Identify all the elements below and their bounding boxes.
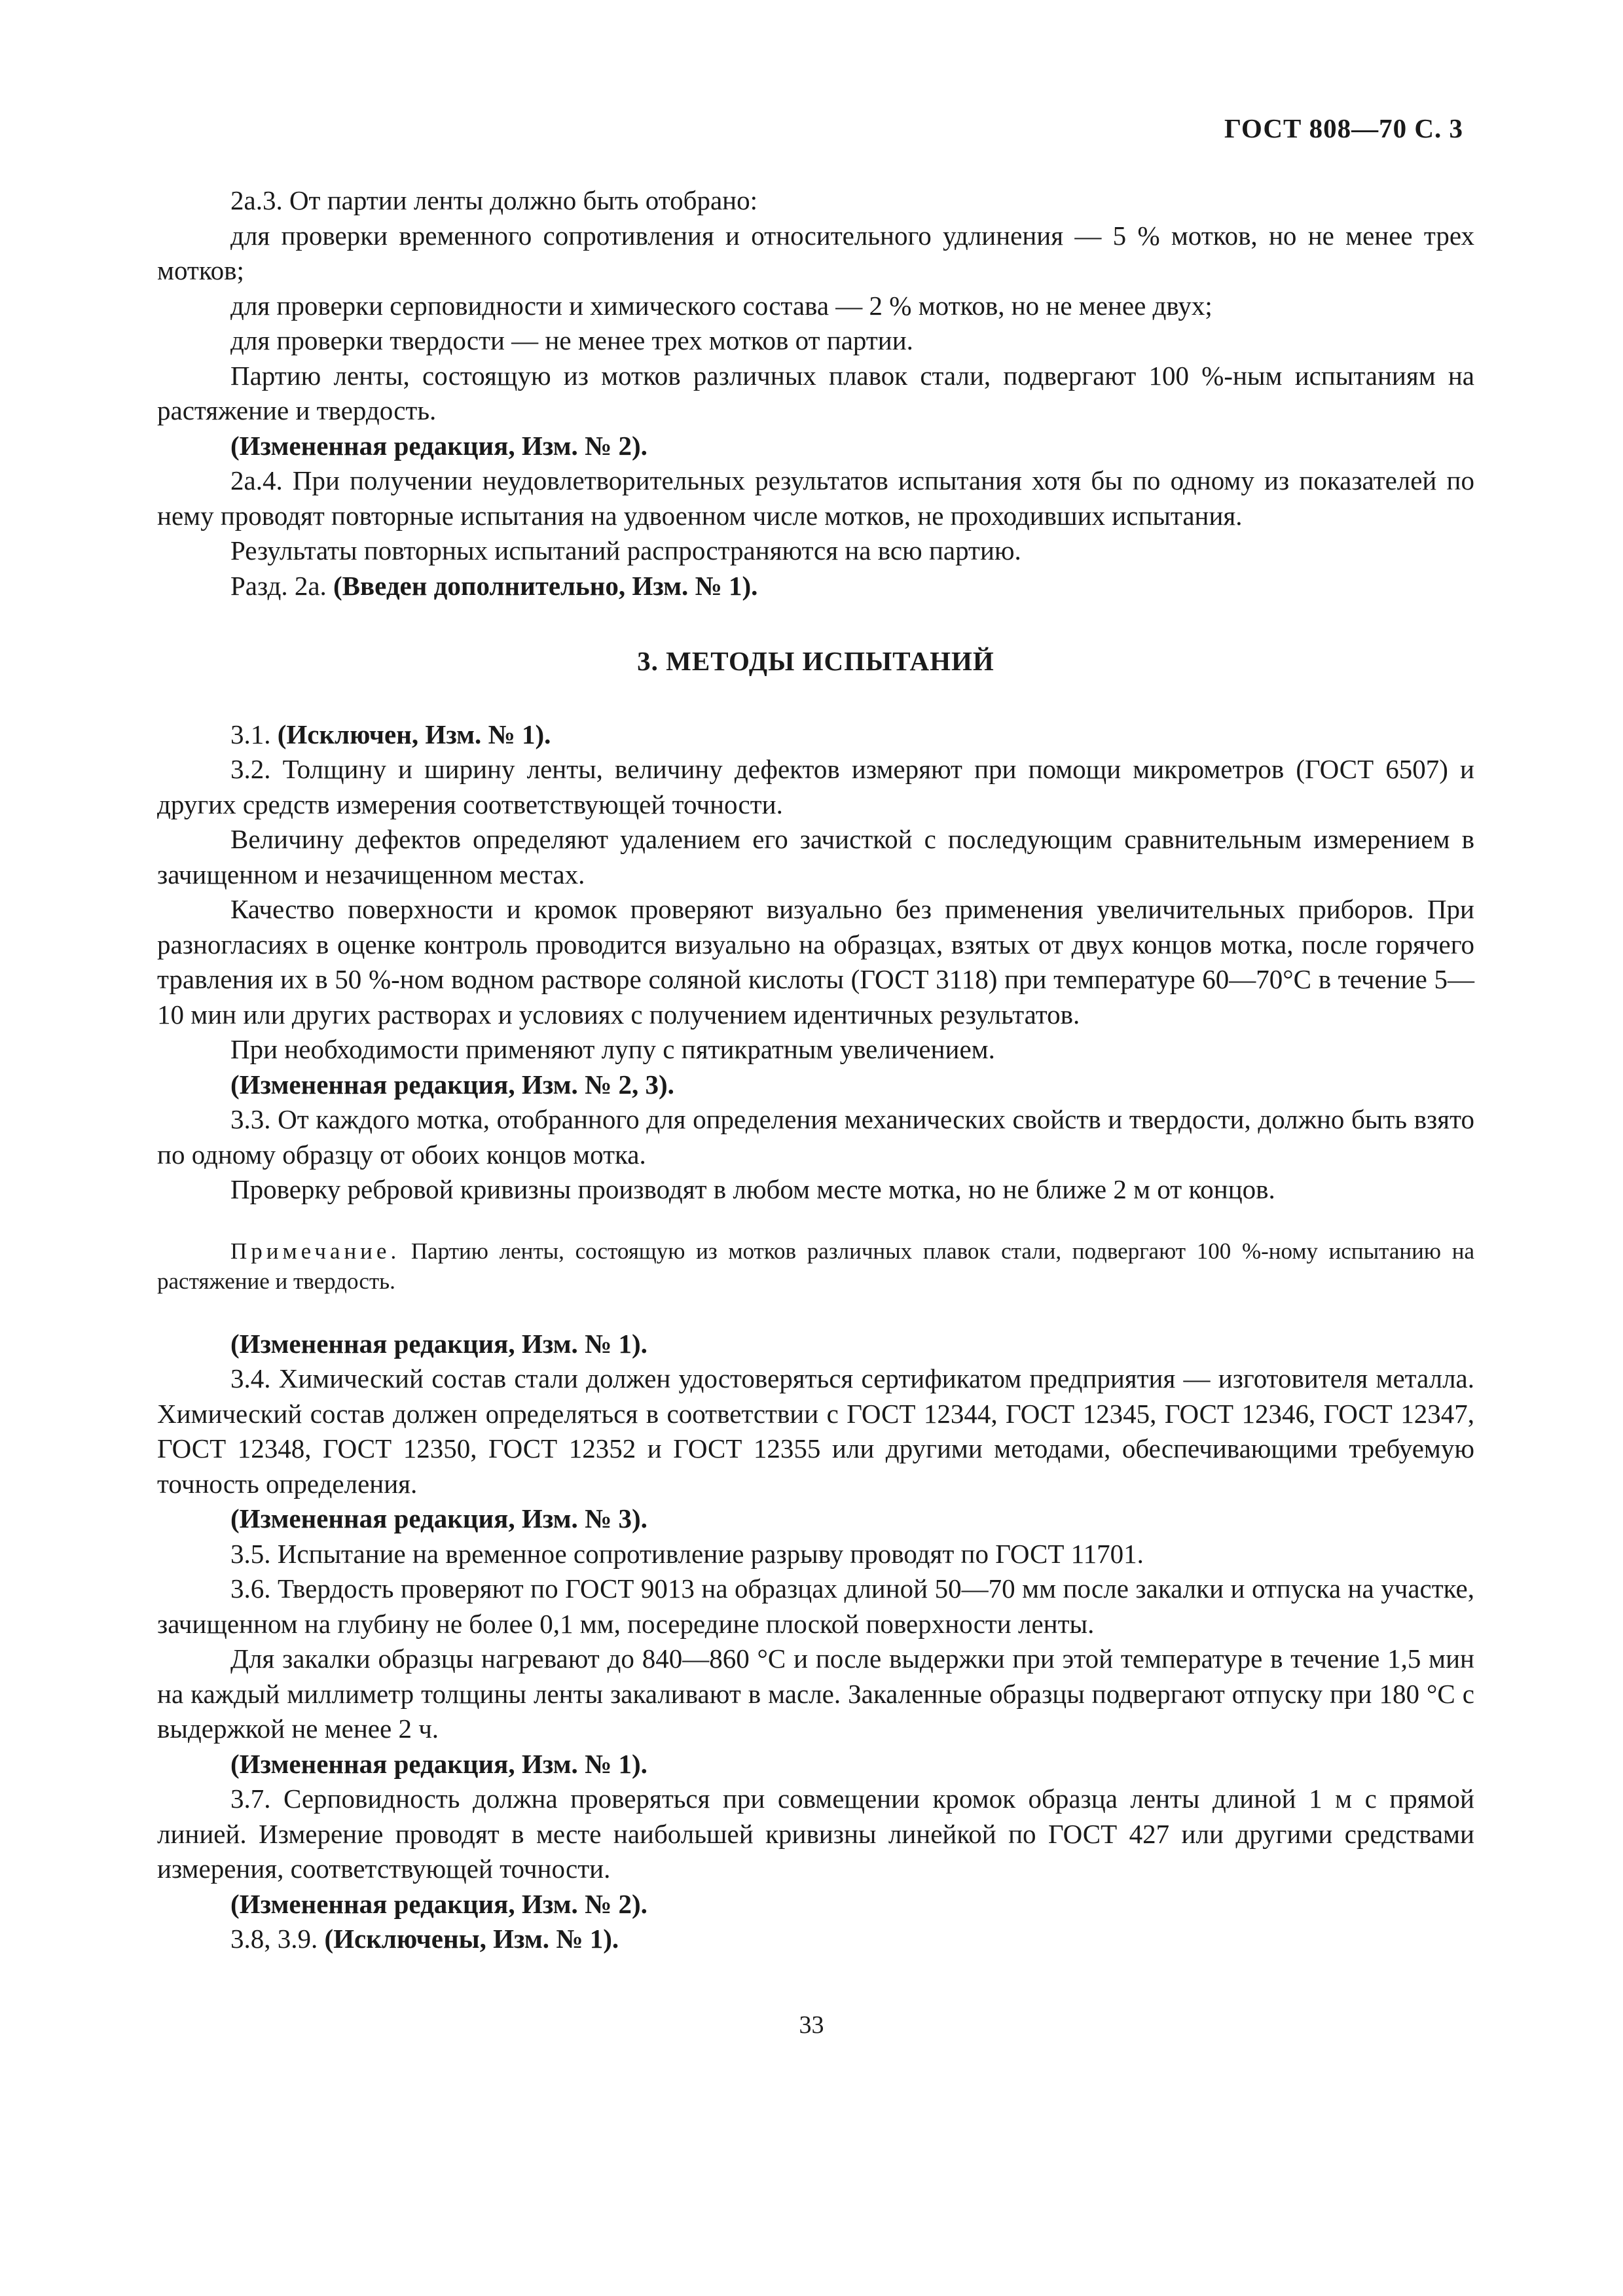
paragraph	[157, 717, 1474, 753]
paragraph	[157, 1102, 1474, 1172]
paragraph-text: При необходимости применяют лупу с пятикратным увеличением.	[230, 1034, 995, 1064]
amendment-note: (Измененная редакция, Изм. № 1).	[230, 1328, 647, 1359]
paragraph-text: для проверки временного сопротивления и относительного удлинения — 5 % мотков, но не менее трех мотков;	[157, 220, 1474, 285]
amendment-note: (Исключены, Изм. № 1).	[324, 1924, 619, 1954]
paragraph	[157, 463, 1474, 533]
paragraph	[157, 323, 1474, 359]
paragraph-text: 3.6. Твердость проверяют по ГОСТ 9013 на образцах длиной 50—70 мм после закалки и отпуска на участке, зачищенном на глубину не более 0,1 мм, посередине плоской поверхности ленты.	[157, 1573, 1474, 1639]
paragraph	[157, 1172, 1474, 1208]
paragraph-prefix: 3.1.	[230, 719, 278, 749]
document-body	[157, 183, 1474, 1957]
paragraph-text: Результаты повторных испытаний распространяются на всю партию.	[230, 535, 1021, 565]
paragraph-text: Качество поверхности и кромок проверяют визуально без применения увеличительных приборов. При разногласиях в оценке контроль проводится визуально на образцах, взятых от двух концов мотка, после горячего травления их в 50 %-ном водном растворе соляной кислоты (ГОСТ 3118) при температуре 60—70°С в течение 5—10 мин или других растворах и условиях с получением идентичных результатов.	[157, 894, 1474, 1030]
paragraph-text: Партию ленты, состоящую из мотков различных плавок стали, подвергают 100 %-ным испытаниям на растяжение и твердость.	[157, 360, 1474, 425]
paragraph	[157, 183, 1474, 219]
paragraph	[157, 1747, 1474, 1782]
paragraph-text: Для закалки образцы нагревают до 840—860 °С и после выдержки при этой температуре в течение 1,5 мин на каждый миллиметр толщины ленты закаливают в масле. Закаленные образцы подвергают отпуску при 180 °С с выдержкой не менее 2 ч.	[157, 1643, 1474, 1744]
paragraph	[157, 822, 1474, 892]
paragraph-group-b	[157, 717, 1474, 1208]
paragraph-text: 3.4. Химический состав стали должен удостоверяться сертификатом предприятия — изготовителя металла. Химический состав должен определяться в соответствии с ГОСТ 12344, ГОСТ 12345, ГОСТ 12346, ГОСТ 12347, ГОСТ 12348, ГОСТ 12350, ГОСТ 12352 и ГОСТ 12355 или другими методами, обеспечивающими требуемую точность определения.	[157, 1363, 1474, 1499]
paragraph	[157, 752, 1474, 822]
amendment-note: (Измененная редакция, Изм. № 3).	[230, 1503, 647, 1534]
paragraph	[157, 219, 1474, 289]
amendment-note: (Измененная редакция, Изм. № 1).	[230, 1748, 647, 1779]
paragraph-prefix: 3.8, 3.9.	[230, 1924, 325, 1954]
paragraph	[157, 1361, 1474, 1501]
paragraph	[157, 892, 1474, 1032]
paragraph	[157, 1782, 1474, 1887]
paragraph	[157, 1537, 1474, 1572]
paragraph-text: 3.7. Серповидность должна проверяться при совмещении кромок образца ленты длиной 1 м с прямой линией. Измерение проводят в месте наибольшей кривизны линейкой по ГОСТ 427 или другими средствами измерения, соответствующей точности.	[157, 1784, 1474, 1884]
section-title: 3. МЕТОДЫ ИСПЫТАНИЙ	[637, 646, 994, 676]
paragraph	[157, 1067, 1474, 1103]
paragraph	[157, 429, 1474, 464]
paragraph-text: Проверку ребровой кривизны производят в любом месте мотка, но не ближе 2 м от концов.	[230, 1174, 1275, 1204]
paragraph-text: 3.5. Испытание на временное сопротивление разрыву проводят по ГОСТ 11701.	[230, 1538, 1144, 1569]
paragraph	[157, 1887, 1474, 1922]
paragraph	[157, 289, 1474, 324]
amendment-note: (Измененная редакция, Изм. № 2).	[230, 430, 647, 461]
paragraph-text: для проверки серповидности и химического состава — 2 % мотков, но не менее двух;	[230, 290, 1213, 321]
paragraph	[157, 569, 1474, 604]
paragraph	[157, 359, 1474, 429]
paragraph-text: 3.3. От каждого мотка, отобранного для определения механических свойств и твердости, должно быть взято по одному образцу от обоих концов мотка.	[157, 1104, 1474, 1170]
paragraph	[157, 1032, 1474, 1067]
paragraph-group-a	[157, 183, 1474, 603]
paragraph	[157, 1501, 1474, 1537]
amendment-note: (Введен дополнительно, Изм. № 1).	[333, 570, 758, 601]
paragraph-text: для проверки твердости — не менее трех мотков от партии.	[230, 325, 913, 355]
paragraph	[157, 1922, 1474, 1957]
paragraph-text: 2а.4. При получении неудовлетворительных результатов испытания хотя бы по одному из показателей по нему проводят повторные испытания на удвоенном числе мотков, не проходивших испытания.	[157, 465, 1474, 531]
amendment-note: (Исключен, Изм. № 1).	[277, 719, 551, 749]
paragraph-group-c	[157, 1327, 1474, 1957]
paragraph-prefix: Разд. 2а.	[230, 570, 334, 601]
note	[157, 1236, 1474, 1297]
paragraph	[157, 1571, 1474, 1641]
note-label: Примечание.	[230, 1238, 401, 1264]
paragraph-text: Величину дефектов определяют удалением его зачисткой с последующим сравнительным измерением в зачищенном и незачищенном местах.	[157, 824, 1474, 889]
amendment-note: (Измененная редакция, Изм. № 2).	[230, 1888, 647, 1919]
paragraph-text: 3.2. Толщину и ширину ленты, величину дефектов измеряют при помощи микрометров (ГОСТ 6507) и других средств измерения соответствующей точности.	[157, 754, 1474, 819]
paragraph	[157, 1327, 1474, 1362]
amendment-note: (Измененная редакция, Изм. № 2, 3).	[230, 1069, 674, 1100]
paragraph	[157, 533, 1474, 569]
paragraph	[157, 1641, 1474, 1747]
page-number: 33	[799, 2011, 824, 2039]
note-text: Партию ленты, состоящую из мотков различных плавок стали, подвергают 100 %-ному испытанию на растяжение и твердость.	[157, 1238, 1474, 1294]
paragraph-text: 2а.3. От партии ленты должно быть отобрано:	[230, 185, 757, 215]
page-header: ГОСТ 808—70 С. 3	[1224, 113, 1463, 143]
